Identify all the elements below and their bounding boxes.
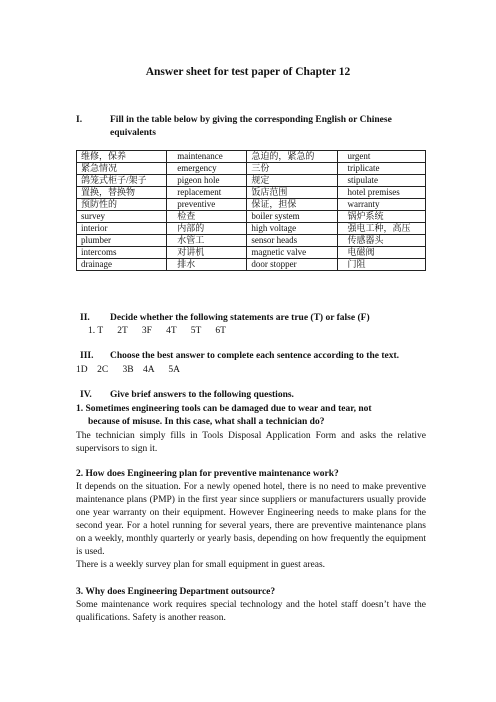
table-row [77,259,426,271]
table-cell: emergency [167,163,247,175]
table-cell: magnetic valve [247,247,337,259]
section-1-heading-line2: equivalents [110,128,156,138]
table-cell: replacement [167,187,247,199]
page-title: Answer sheet for test paper of Chapter 12 [145,66,351,78]
table-cell: 对讲机 [167,247,247,259]
table-row [77,223,426,235]
table-cell: 电磁阀 [337,247,425,259]
section-1-numeral: I. [76,115,83,125]
section-2-heading-text: Decide whether the following statements are true (T) or false (F) [110,313,370,323]
table-cell: boiler system [247,211,337,223]
table-row [77,235,426,247]
section-2-heading [80,312,370,325]
section-4-heading-text: Give brief answers to the following questions. [110,390,294,400]
table-cell: 紧急情况 [77,163,167,175]
vocabulary-table [76,150,426,271]
table-cell: 急迫的，紧急的 [247,151,337,163]
table-row [77,163,426,175]
table-cell: 门阻 [337,259,425,271]
question-1 [76,403,426,429]
section-2-numeral: II. [80,313,90,323]
question-3: 3. Why does Engineering Department outsource? [76,587,276,597]
table-cell: drainage [77,259,167,271]
section-3-heading [80,350,399,363]
table-cell: interior [77,223,167,235]
table-row [77,175,426,187]
table-cell: 传感器头 [337,235,425,247]
question-2: 2. How does Engineering plan for preventive maintenance work? [76,469,339,479]
table-cell: preventive [167,199,247,211]
section-1-heading [76,114,426,140]
table-cell: 强电工种，高压 [337,223,425,235]
table-cell: survey [77,211,167,223]
table-cell: 规定 [247,175,337,187]
table-cell: 置换，替换物 [77,187,167,199]
answer-3: Some maintenance work requires special technology and the hotel staff doesn’t have the qualifications. Safety is another reason. [76,600,426,623]
section-1-heading-line1: Fill in the table below by giving the corresponding English or Chinese [110,115,392,125]
section-4-numeral: IV. [80,390,92,400]
table-cell: hotel premises [337,187,425,199]
table-cell: pigeon hole [167,175,247,187]
table-row [77,199,426,211]
table-cell: plumber [77,235,167,247]
section-3-numeral: III. [80,351,94,361]
section-3-heading-text: Choose the best answer to complete each sentence according to the text. [110,351,399,361]
table-cell: 检查 [167,211,247,223]
table-cell: 锅炉系统 [337,211,425,223]
table-cell: maintenance [167,151,247,163]
table-row [77,187,426,199]
table-cell: 维修，保养 [77,151,167,163]
table-cell: warranty [337,199,425,211]
table-cell: urgent [337,151,425,163]
table-cell: 三份 [247,163,337,175]
question-1-line2: because of misuse. In this case, what shall a technician do? [88,417,325,427]
table-cell: 保证，担保 [247,199,337,211]
question-1-line1: 1. Sometimes engineering tools can be damaged due to wear and tear, not [76,404,372,414]
table-cell: sensor heads [247,235,337,247]
answer-2-paragraph: It depends on the situation. For a newly opened hotel, there is no need to make preventive maintenance plans (PMP) in the first year since suppliers or manufacturers usually provide one year warranty on their equipment. However Engineering needs to make plans for the second year. For a hotel running for several years, there are preventive maintenance plans on a weekly, monthly quarterly or yearly basis, depending on how frequently the equipment is used. [76,482,426,557]
table-cell: high voltage [247,223,337,235]
table-cell: 排水 [167,259,247,271]
section-2-answers: 1. T 2T 3F 4T 5T 6T [88,326,226,336]
table-cell: stipulate [337,175,425,187]
table-cell: 鸽笼式柜子/架子 [77,175,167,187]
section-4-heading [80,389,294,402]
answer-2-survey-plan: There is a weekly survey plan for small equipment in guest areas. [76,560,326,570]
table-row [77,211,426,223]
table-cell: 预防性的 [77,199,167,211]
table-cell: triplicate [337,163,425,175]
table-cell: door stopper [247,259,337,271]
table-cell: 饭店范围 [247,187,337,199]
answer-1: The technician simply fills in Tools Disposal Application Form and asks the relative supervisors to sign it. [76,431,426,454]
table-cell: intercoms [77,247,167,259]
table-row [77,247,426,259]
table-cell: 内部的 [167,223,247,235]
table-cell: 水管工 [167,235,247,247]
table-row [77,151,426,163]
section-3-answers: 1D 2C 3B 4A 5A [76,365,180,375]
